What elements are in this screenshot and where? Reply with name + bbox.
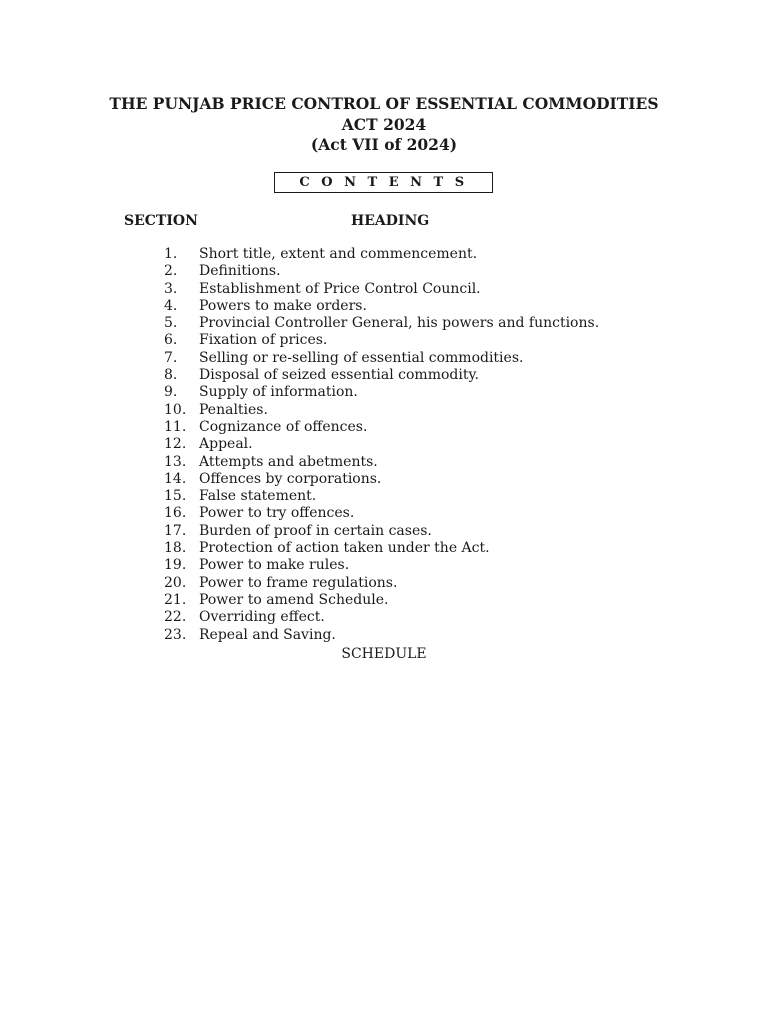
section-number: 16. [164,505,187,522]
section-number: 15. [164,488,187,505]
act-title [0,94,768,156]
toc-row [0,540,768,557]
section-heading: Burden of proof in certain cases. [199,522,432,539]
section-number: 7. [164,349,178,366]
section-heading: Penalties. [199,401,268,418]
toc-row [0,523,768,540]
section-number: 20. [164,574,187,591]
section-number: 6. [164,332,178,349]
section-number: 13. [164,453,187,470]
section-heading: Power to frame regulations. [199,574,398,591]
toc-row [0,575,768,592]
section-number: 21. [164,591,187,608]
section-heading: Power to make rules. [199,557,350,574]
act-title-line-3: (Act VII of 2024) [310,135,458,154]
contents-heading-box: C O N T E N T S [274,172,493,193]
section-heading: Cognizance of offences. [199,418,368,435]
section-heading: Overriding effect. [199,609,325,626]
section-heading: Disposal of seized essential commodity. [199,367,479,384]
toc-row [0,592,768,609]
section-heading: Fixation of prices. [199,332,328,349]
toc-row [0,402,768,419]
section-number: 19. [164,557,187,574]
section-number: 3. [164,280,178,297]
toc-row [0,350,768,367]
toc-row [0,315,768,332]
toc-row [0,557,768,574]
section-heading: Power to try offences. [199,505,355,522]
toc-row [0,436,768,453]
section-heading: Definitions. [199,263,281,280]
section-number: 2. [164,263,178,280]
section-number: 14. [164,470,187,487]
section-heading: Short title, extent and commencement. [199,246,478,262]
toc-row [0,298,768,315]
toc-row [0,367,768,384]
toc-row [0,281,768,298]
section-number: 23. [164,626,187,643]
toc-row [0,505,768,522]
act-title-line-2: ACT 2024 [341,114,427,134]
heading-column-header: HEADING [351,213,430,229]
section-heading: Attempts and abetments. [199,453,378,470]
toc-row [0,263,768,280]
toc-row [0,419,768,436]
section-column-header: SECTION [124,213,198,229]
section-number: 4. [164,297,178,314]
toc-row [0,471,768,488]
section-number: 17. [164,522,187,539]
toc-row [0,454,768,471]
schedule-entry: SCHEDULE [341,646,427,662]
section-heading: Supply of information. [199,384,358,401]
toc-row [0,627,768,644]
toc-row [0,332,768,349]
section-number: 1. [164,246,178,262]
section-heading: Offences by corporations. [199,470,382,487]
section-heading: Establishment of Price Control Council. [199,280,481,297]
section-heading: False statement. [199,488,317,505]
section-number: 22. [164,609,187,626]
section-heading: Provincial Controller General, his powers and functions. [199,315,600,332]
section-number: 11. [164,418,187,435]
section-number: 10. [164,401,187,418]
table-of-contents [0,246,768,644]
act-title-line-1: THE PUNJAB PRICE CONTROL OF ESSENTIAL COMMODITIES [109,94,659,113]
section-heading: Protection of action taken under the Act. [199,540,490,557]
section-heading: Appeal. [199,436,253,453]
section-heading: Repeal and Saving. [199,626,336,643]
section-number: 12. [164,436,187,453]
section-number: 5. [164,315,178,332]
section-number: 8. [164,367,178,384]
toc-row [0,384,768,401]
section-heading: Powers to make orders. [199,297,367,314]
toc-row [0,246,768,263]
toc-row [0,609,768,626]
section-number: 18. [164,540,187,557]
section-heading: Selling or re-selling of essential commodities. [199,349,524,366]
section-number: 9. [164,384,178,401]
section-heading: Power to amend Schedule. [199,591,389,608]
toc-row [0,488,768,505]
